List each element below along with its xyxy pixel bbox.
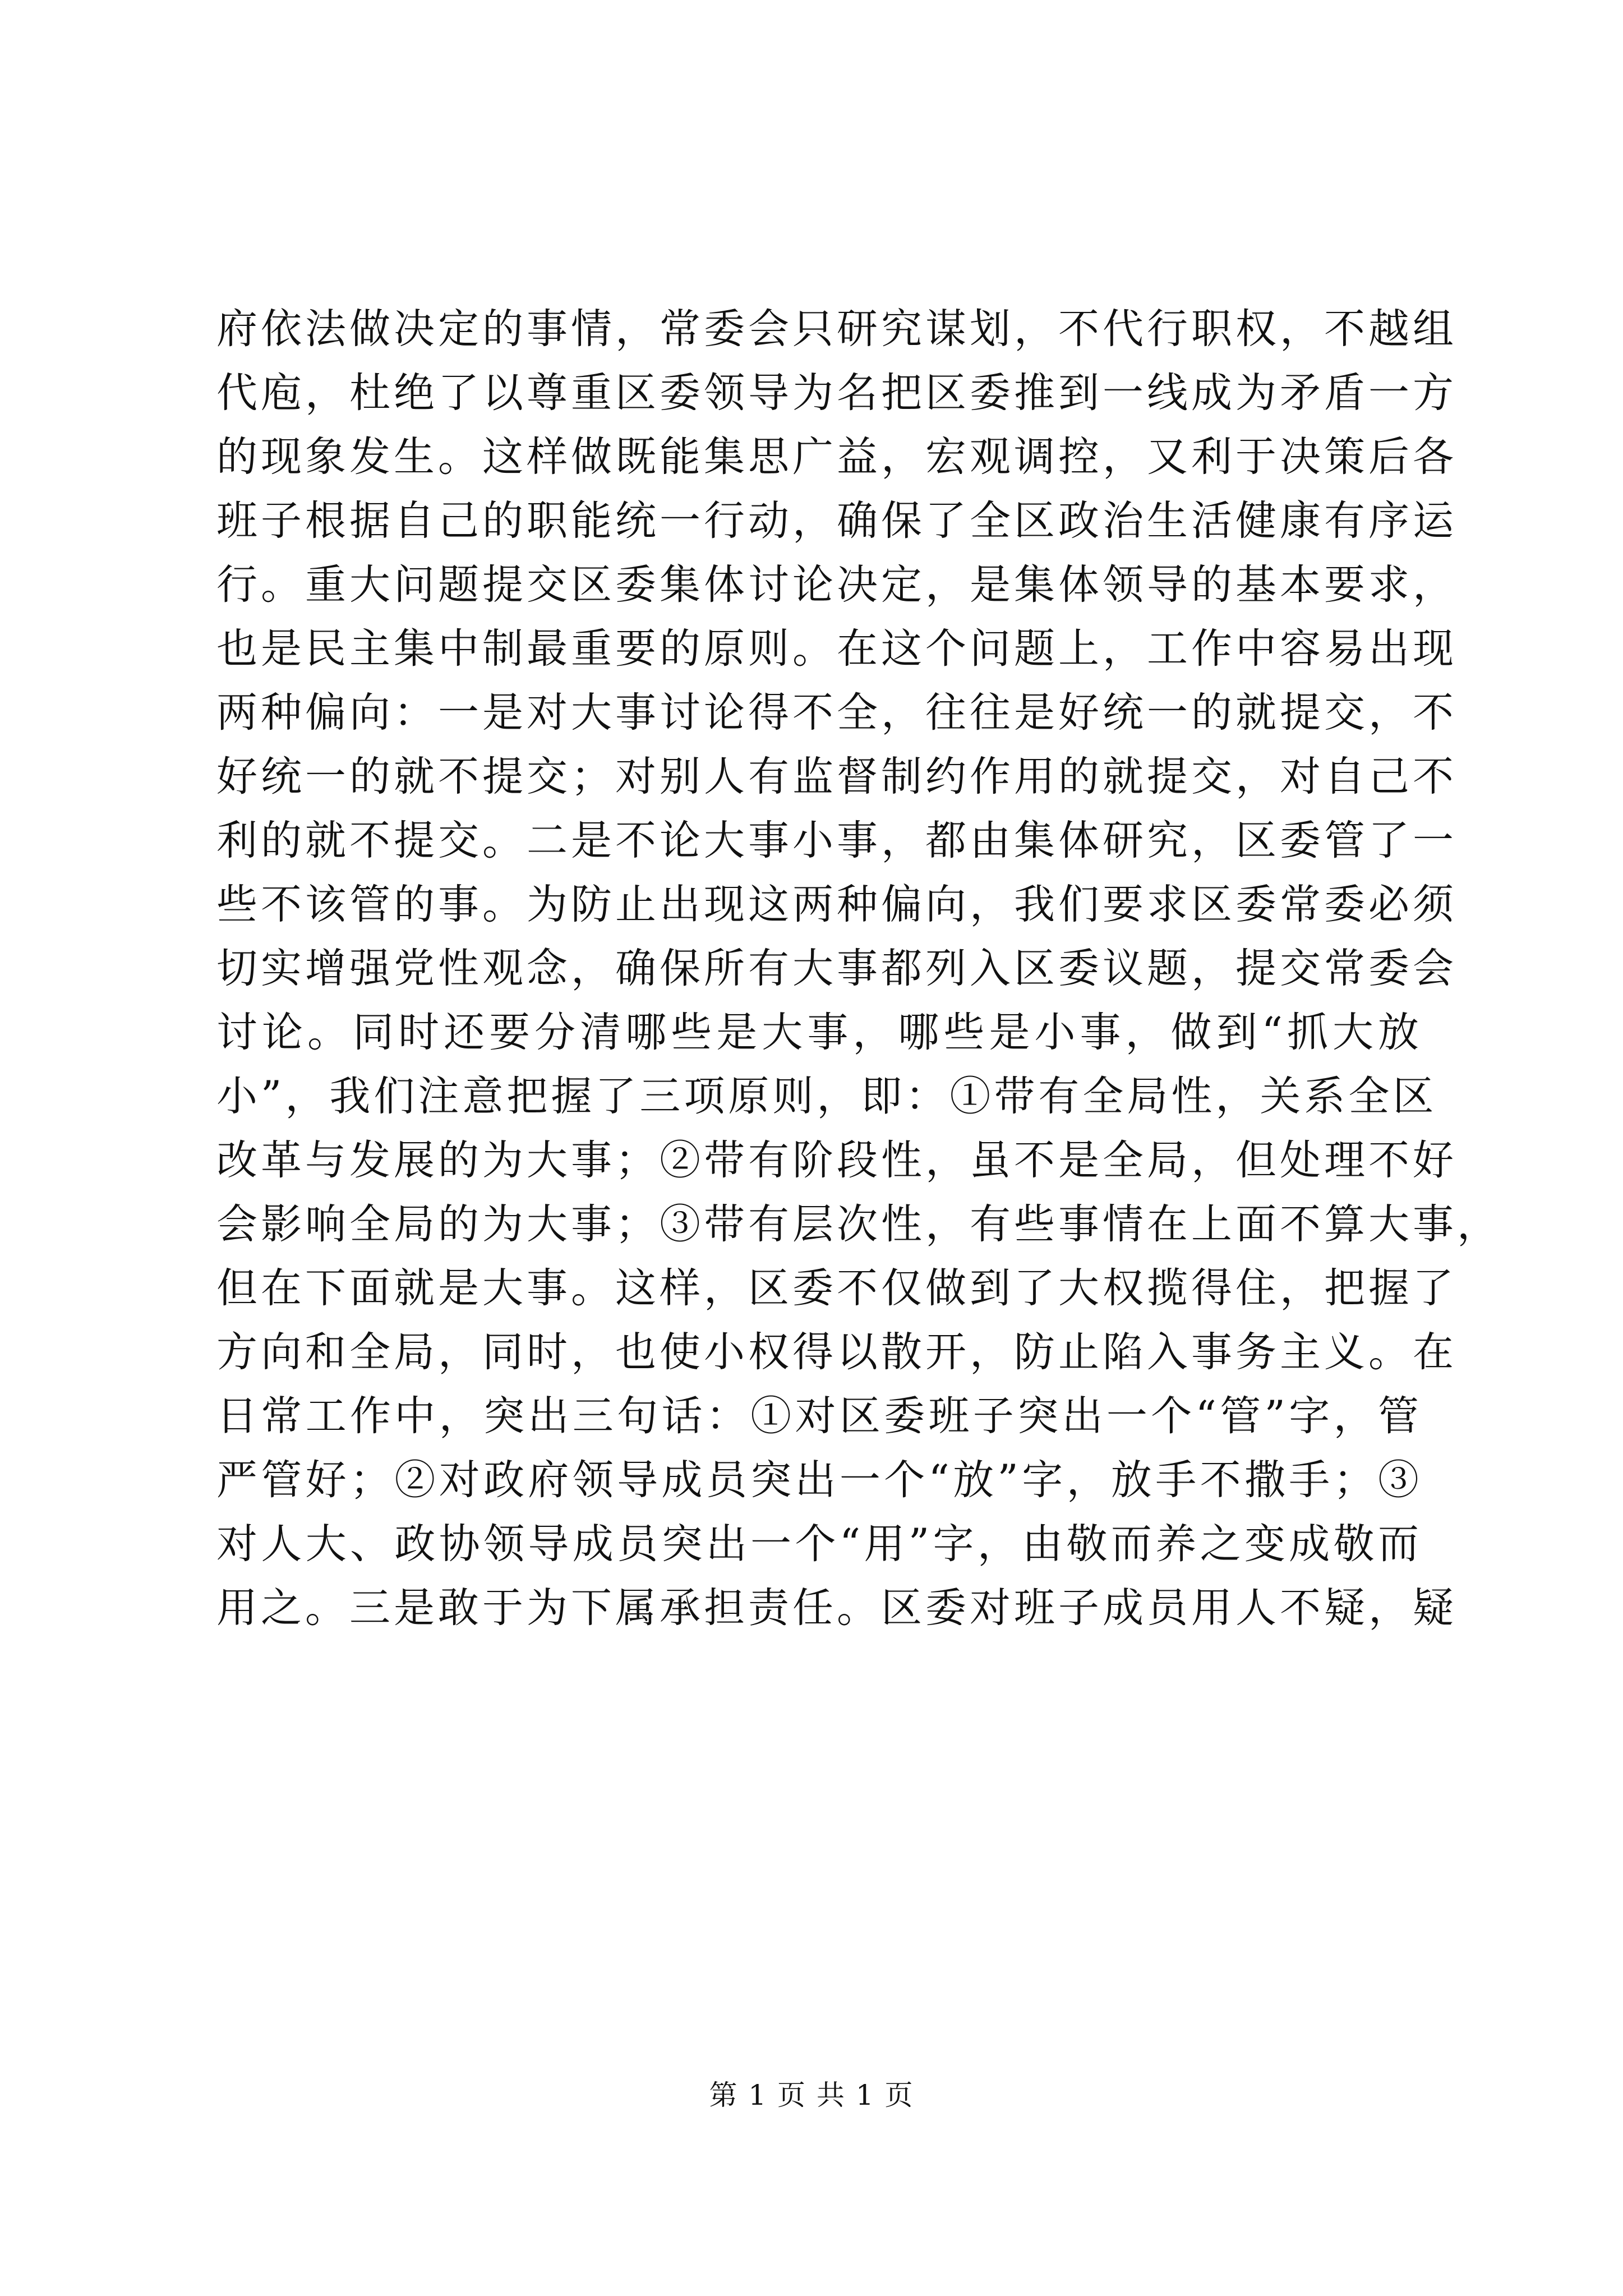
text-line: 的现象发生。这样做既能集思广益，宏观调控，又利于决策后各 xyxy=(216,433,1457,481)
body-text xyxy=(216,297,1501,1640)
text-line: 会影响全局的为大事；③带有层次性，有些事情在上面不算大事， xyxy=(216,1200,1501,1248)
text-line: 小”，我们注意把握了三项原则，即：①带有全局性，关系全区 xyxy=(216,1073,1437,1120)
text-line: 府依法做决定的事情，常委会只研究谋划，不代行职权，不越组 xyxy=(216,305,1457,353)
page-footer xyxy=(0,2076,1623,2115)
text-line: 也是民主集中制最重要的原则。在这个问题上，工作中容易出现 xyxy=(216,625,1457,673)
text-line: 严管好；②对政府领导成员突出一个“放”字，放手不撒手；③ xyxy=(216,1456,1422,1504)
text-line: 利的就不提交。二是不论大事小事，都由集体研究，区委管了一 xyxy=(216,817,1457,864)
text-line: 行。重大问题提交区委集体讨论决定，是集体领导的基本要求， xyxy=(216,561,1457,609)
text-line: 讨论。同时还要分清哪些是大事，哪些是小事，做到“抓大放 xyxy=(216,1009,1422,1056)
text-line: 日常工作中，突出三句话：①对区委班子突出一个“管”字，管 xyxy=(216,1392,1422,1440)
text-line: 切实增强党性观念，确保所有大事都列入区委议题，提交常委会 xyxy=(216,945,1457,992)
text-line: 班子根据自己的职能统一行动，确保了全区政治生活健康有序运 xyxy=(216,497,1457,545)
page-number-label: 第 1 页 共 1 页 xyxy=(709,2079,914,2111)
text-line: 对人大、政协领导成员突出一个“用”字，由敬而养之变成敬而 xyxy=(216,1520,1422,1568)
text-line: 用之。三是敢于为下属承担责任。区委对班子成员用人不疑，疑 xyxy=(216,1584,1457,1632)
text-line: 方向和全局，同时，也使小权得以散开，防止陷入事务主义。在 xyxy=(216,1328,1457,1376)
text-line: 改革与发展的为大事；②带有阶段性，虽不是全局，但处理不好 xyxy=(216,1137,1457,1184)
text-line: 但在下面就是大事。这样，区委不仅做到了大权揽得住，把握了 xyxy=(216,1264,1457,1312)
text-line: 好统一的就不提交；对别人有监督制约作用的就提交，对自己不 xyxy=(216,753,1457,800)
text-line: 代庖，杜绝了以尊重区委领导为名把区委推到一线成为矛盾一方 xyxy=(216,369,1457,417)
text-line: 两种偏向：一是对大事讨论得不全，往往是好统一的就提交，不 xyxy=(216,689,1457,737)
text-line: 些不该管的事。为防止出现这两种偏向，我们要求区委常委必须 xyxy=(216,881,1457,928)
